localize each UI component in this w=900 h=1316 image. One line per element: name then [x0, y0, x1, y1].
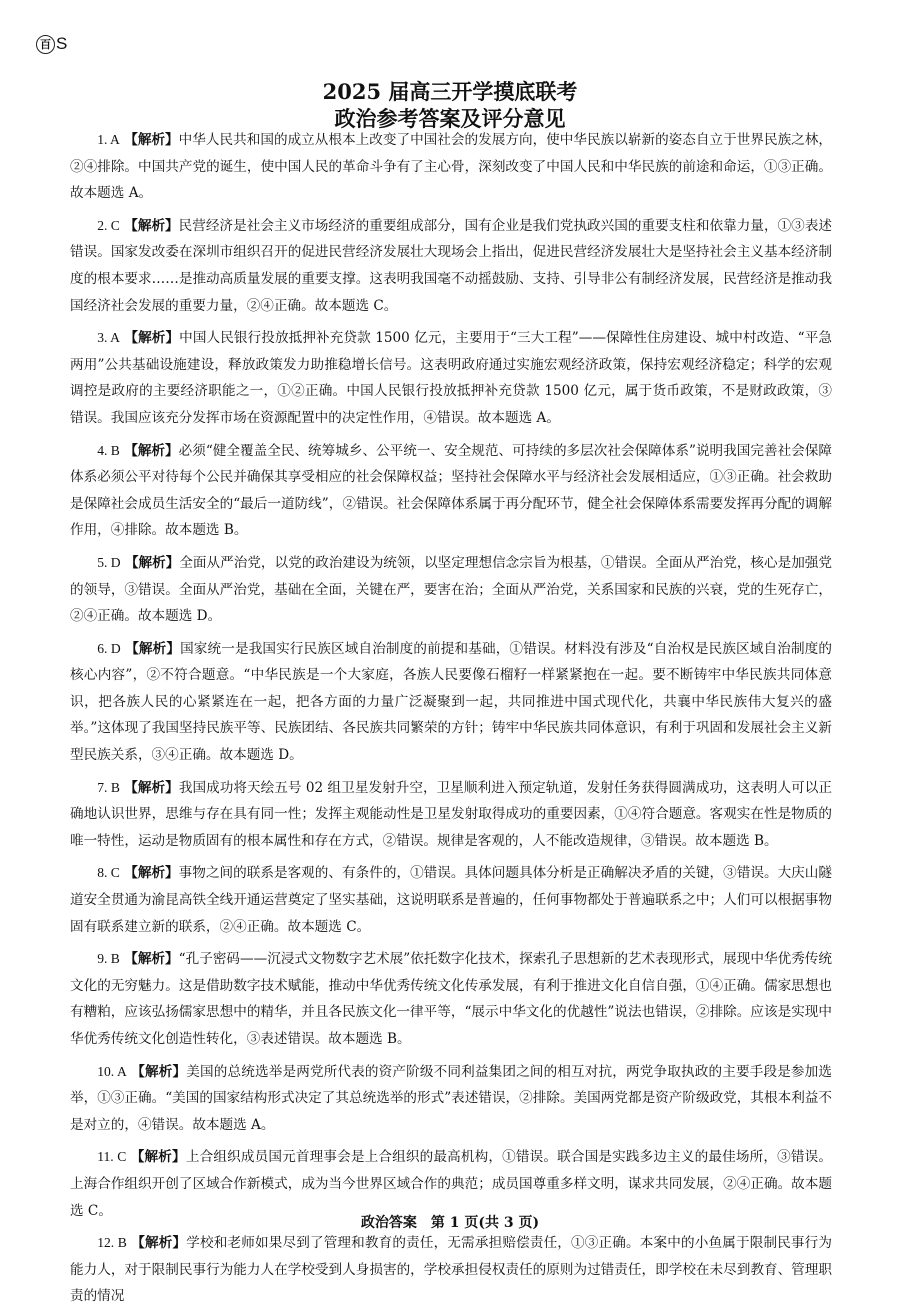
answer-text: “孔子密码——沉浸式文物数字艺术展”依托数字化技术，探索孔子思想新的艺术表现形式，展现中华优秀传统文化的无穷魅力。这是借助数字技术赋能，推动中华优秀传统文化传承发展，有利于推进文化自信自强，①④正确。儒家思想也有糟粕，应该弘扬儒家思想中的精华，并且各民族文化一律平等，“展示中华文化的优越性”说法也错误，②排除。应该是实现中华优秀传统文化创造性转化，③表述错误。故本题选 B。	[70, 951, 832, 1047]
answer-text: 必须“健全覆盖全民、统筹城乡、公平统一、安全规范、可持续的多层次社会保障体系”说明我国完善社会保障体系必须公平对待每个公民并确保其享受相应的社会保障权益；坚持社会保障水平与经济社会发展相适应，①③正确。社会救助是保障社会成员生活安全的“最后一道防线”，②错误。社会保障体系属于再分配环节，健全社会保障体系需要发挥再分配的调解作用，④排除。故本题选 B。	[70, 442, 832, 539]
answer-text: 国家统一是我国实行民族区域自治制度的前提和基础，①错误。材料没有涉及“自治权是民族区域自治制度的核心内容”，②不符合题意。“中华民族是一个大家庭，各族人民要像石榴籽一样紧紧抱在一起。要不断铸牢中华民族共同体意识，把各族人民的心紧紧连在一起，把各方面的力量广泛凝聚到一起，共同推进中国式现代化，共襄中华民族伟大复兴的盛举。”这体现了我国坚持民族平等、民族团结、各民族共同繁荣的方针；铸牢中华民族共同体意识，有利于巩固和发展社会主义新型民族关系，③④正确。故本题选 D。	[70, 640, 832, 764]
analysis-tag: 【解析】	[124, 330, 180, 347]
analysis-tag: 【解析】	[124, 132, 179, 148]
answer-text: 中华人民共和国的成立从根本上改变了中国社会的发展方向，使中华民族以崭新的姿态自立于世界民族之林，②④排除。中国共产党的诞生，使中国人民的革命斗争有了主心骨，深刻改变了中国人民和中华民族的前途和命运，①③正确。故本题选 A。	[70, 132, 832, 202]
answer-number: 6. D	[97, 640, 121, 656]
answer-text: 我国成功将天绘五号 02 组卫星发射升空，卫星顺利进入预定轨道，发射任务获得圆满成功，这表明人可以正确地认识世界，思维与存在具有同一性；发挥主观能动性是卫星发射取得成功的重要因素，①④符合题意。客观实在性是物质的唯一特性，运动是物质固有的根本属性和存在方式，②错误。规律是客观的，人不能改造规律，③错误。故本题选 B。	[70, 779, 833, 849]
answer-number: 2. C	[97, 217, 120, 233]
answer-item	[70, 325, 832, 431]
answer-item	[70, 1230, 832, 1310]
answer-item	[70, 775, 832, 855]
analysis-tag: 【解析】	[130, 1149, 186, 1166]
publisher-logo	[36, 34, 67, 54]
answer-item	[70, 438, 832, 544]
analysis-tag: 【解析】	[124, 217, 179, 234]
answer-item	[70, 1059, 832, 1139]
analysis-tag: 【解析】	[124, 554, 180, 571]
answer-number: 7. B	[97, 779, 120, 795]
answer-text: 美国的总统选举是两党所代表的资产阶级不同利益集团之间的相互对抗，两党争取执政的主要手段是参加选举，①③正确。“美国的国家结构形式决定了其总统选举的形式”表述错误，②排除。美国两党都是资产阶级政党，其根本利益不是对立的，④错误。故本题选 A。	[70, 1063, 833, 1133]
document-subtitle: 政治参考答案及评分意见	[334, 106, 566, 131]
exam-title: 2025 届高三开学摸底联考	[322, 79, 578, 104]
analysis-tag: 【解析】	[124, 865, 179, 882]
answer-number: 3. A	[97, 330, 120, 346]
answer-number: 8. C	[97, 865, 120, 881]
analysis-tag: 【解析】	[124, 442, 179, 459]
answer-number: 11. C	[97, 1149, 127, 1165]
answer-text: 事物之间的联系是客观的、有条件的，①错误。具体问题具体分析是正确解决矛盾的关键，③错误。大庆山隧道安全贯通为渝昆高铁全线开通运营奠定了坚实基础，这说明联系是普遍的，任何事物都处于普遍联系之中；人们可以根据事物固有联系建立新的联系，②④正确。故本题选 C。	[70, 865, 832, 935]
answer-item	[70, 213, 832, 319]
analysis-tag: 【解析】	[125, 640, 181, 657]
logo-circle-glyph: 百	[36, 35, 55, 54]
answer-number: 5. D	[97, 554, 121, 570]
answer-item	[70, 636, 832, 769]
answer-text: 全面从严治党，以党的政治建设为统领，以坚定理想信念宗旨为根基，①错误。全面从严治党，核心是加强党的领导，③错误。全面从严治党，基础在全面，关键在严，要害在治；全面从严治党，关系国家和民族的兴衰，党的生死存亡，②④正确。故本题选 D。	[70, 554, 832, 625]
answer-text: 上合组织成员国元首理事会是上合组织的最高机构，①错误。联合国是实践多边主义的最佳场所，③错误。上海合作组织开创了区域合作新模式，成为当今世界区域合作的典范；成员国尊重多样文明，谋求共同发展，②④正确。故本题选 C。	[70, 1149, 833, 1219]
answer-number: 12. B	[97, 1235, 127, 1251]
answer-text: 学校和老师如果尽到了管理和教育的责任，无需承担赔偿责任，①③正确。本案中的小鱼属于限制民事行为能力人，对于限制民事行为能力人在学校受到人身损害的，学校承担侵权责任的原则为过错责任，即学校在未尽到教育、管理职责的情况	[70, 1235, 833, 1305]
analysis-tag: 【解析】	[131, 1063, 187, 1080]
answer-list	[70, 127, 832, 1316]
analysis-tag: 【解析】	[131, 1235, 187, 1252]
answer-item	[70, 127, 832, 207]
analysis-tag: 【解析】	[124, 779, 179, 796]
answer-number: 10. A	[97, 1063, 127, 1079]
answer-number: 1. A	[97, 132, 120, 147]
logo-suffix: S	[56, 34, 68, 53]
answer-item	[70, 946, 832, 1052]
answer-text: 中国人民银行投放抵押补充贷款 1500 亿元，主要用于“三大工程”——保障性住房建设、城中村改造、“平急两用”公共基础设施建设，释放政策发力助推稳增长信号。这表明政府通过实施宏观经济政策，保持宏观经济稳定；科学的宏观调控是政府的主要经济职能之一，①②正确。中国人民银行投放抵押补充贷款 1500 亿元，属于货币政策，不是财政政策，③错误。我国应该充分发挥市场在资源配置中的决定性作用，④错误。故本题选 A。	[70, 330, 833, 426]
answer-item	[70, 550, 832, 630]
answer-number: 4. B	[97, 442, 120, 458]
answer-item	[70, 860, 832, 940]
answer-text: 民营经济是社会主义市场经济的重要组成部分，国有企业是我们党执政兴国的重要支柱和依靠力量，①③表述错误。国家发改委在深圳市组织召开的促进民营经济发展壮大现场会上指出，促进民营经济发展壮大是坚持社会主义基本经济制度的根本要求……是推动高质量发展的重要支撑。这表明我国毫不动摇鼓励、支持、引导非公有制经济发展，民营经济是推动我国经济社会发展的重要力量，②④正确。故本题选 C。	[70, 217, 832, 314]
page-footer: 政治答案 第 1 页(共 3 页)	[360, 1215, 540, 1231]
analysis-tag: 【解析】	[124, 951, 179, 968]
answer-number: 9. B	[97, 951, 120, 967]
